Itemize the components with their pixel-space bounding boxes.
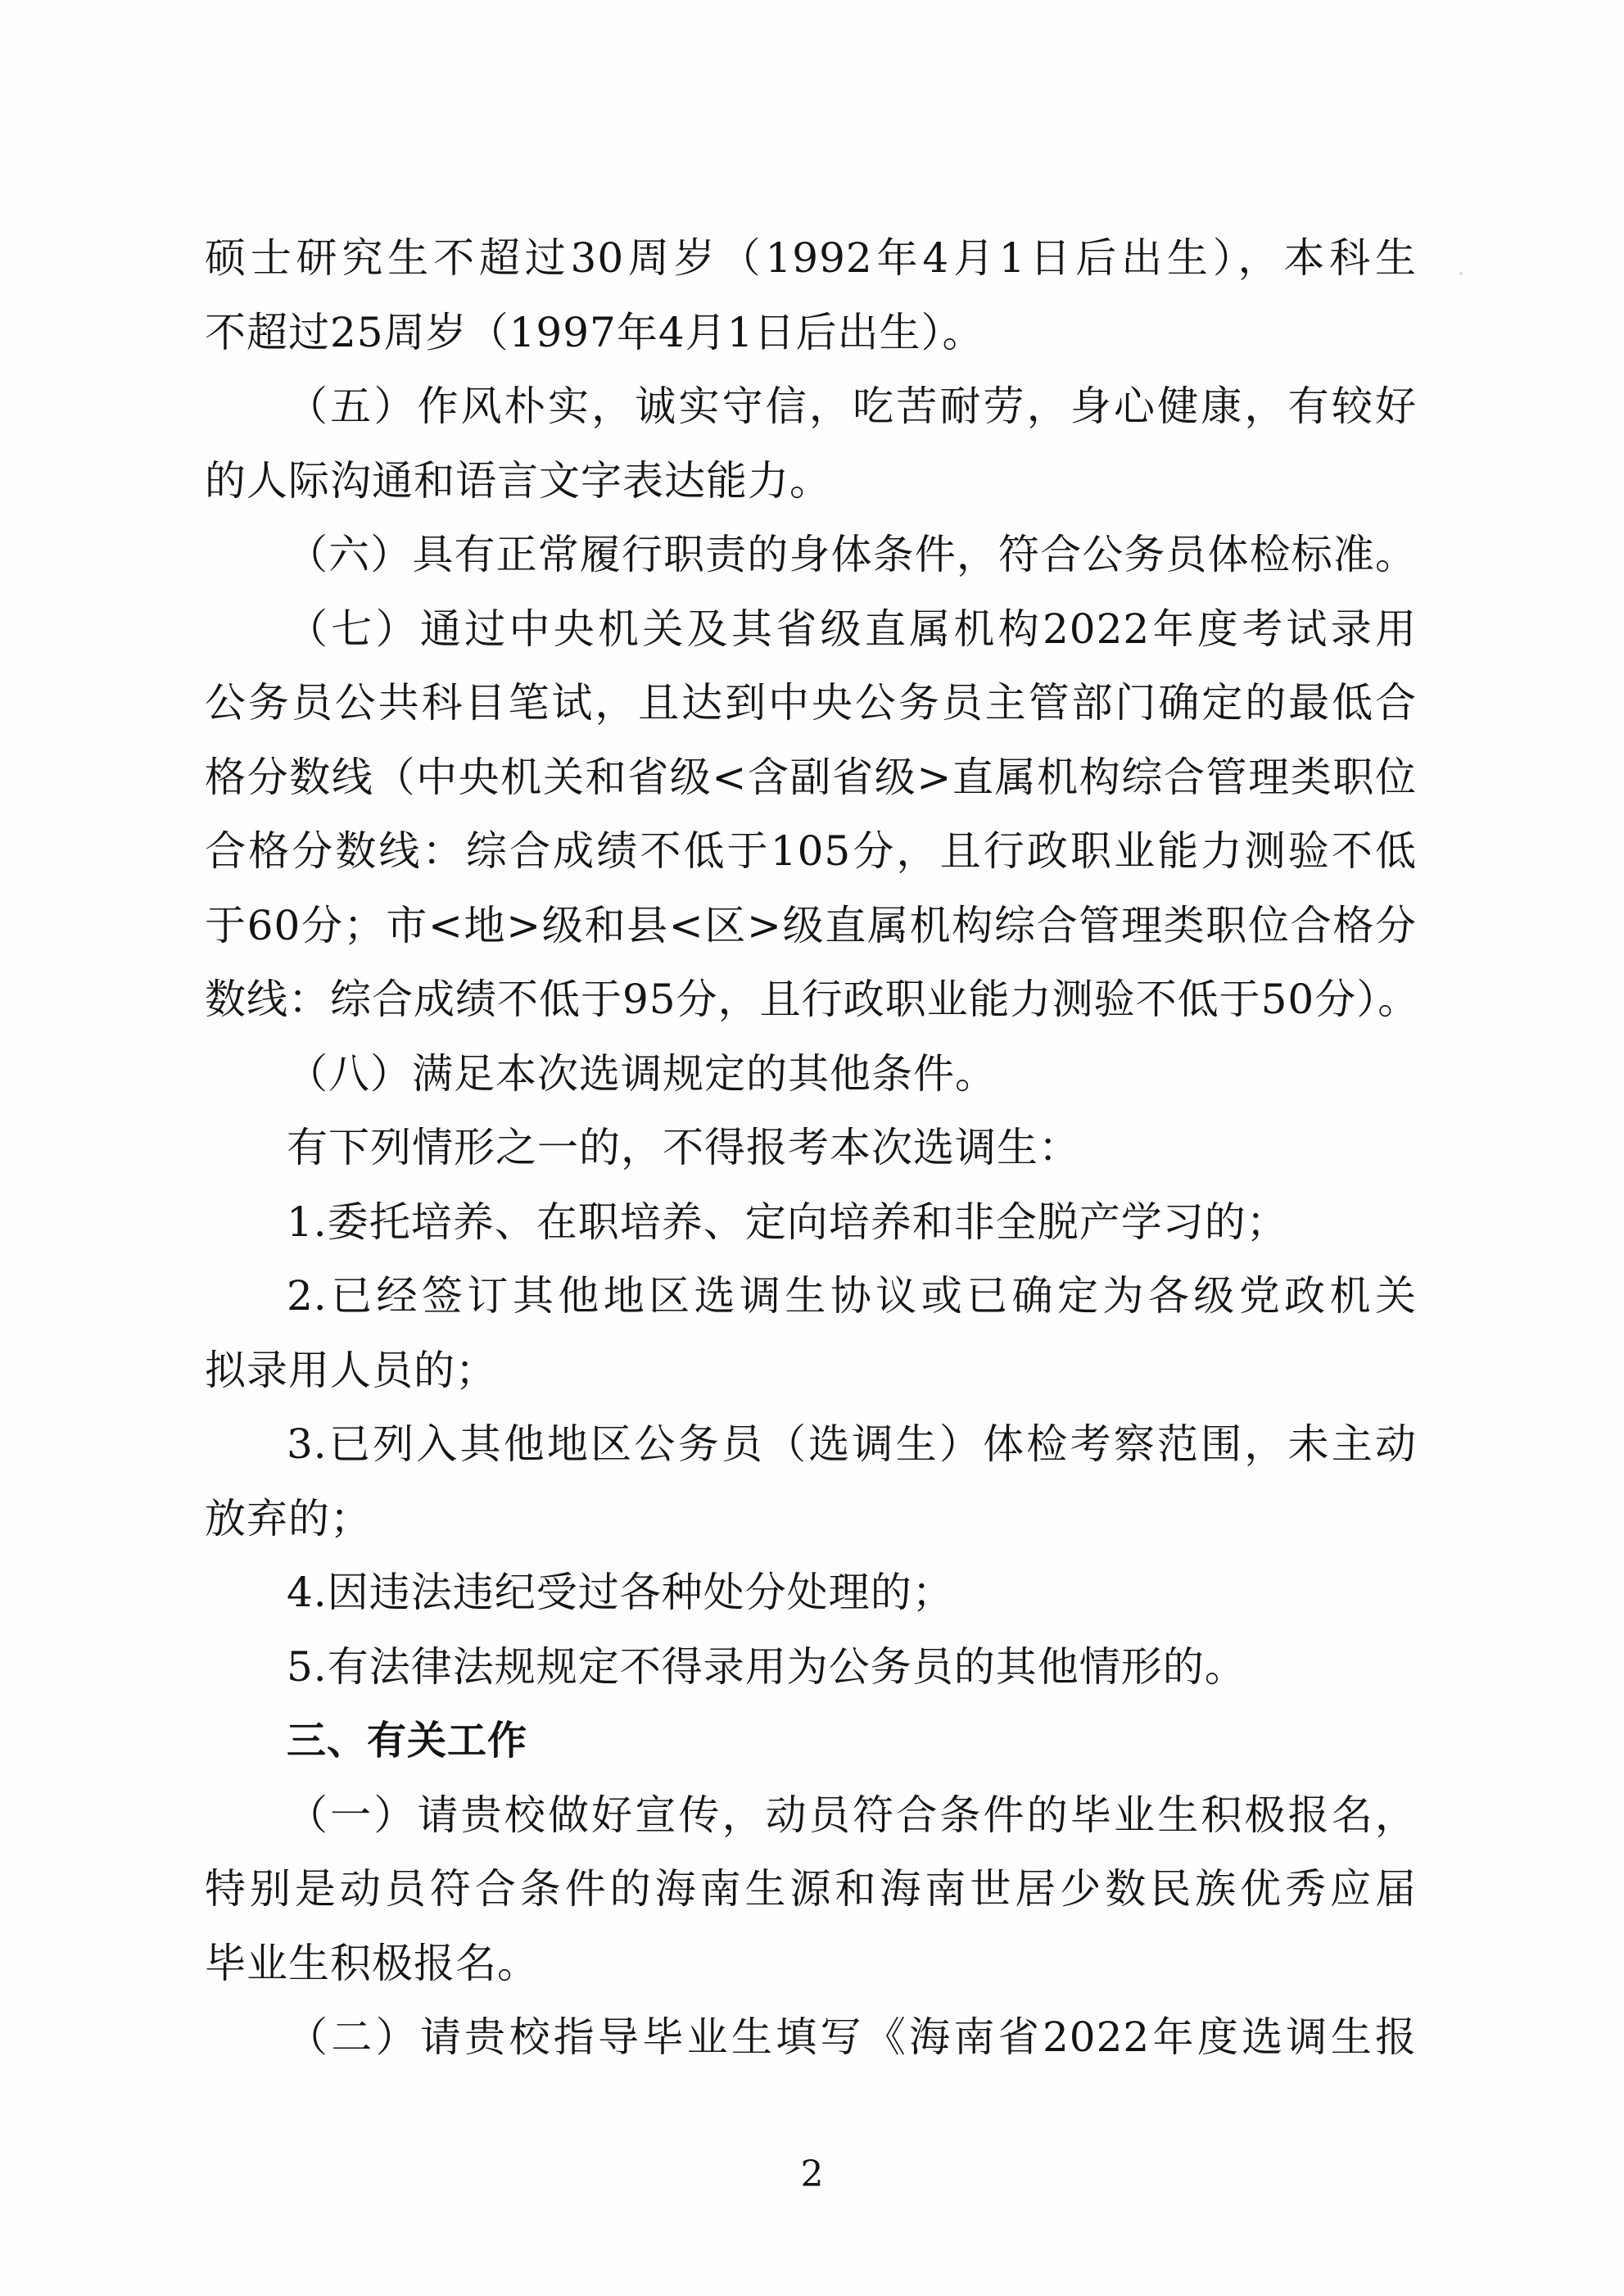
- text-line: （八）满足本次选调规定的其他条件。: [287, 1049, 997, 1098]
- scan-speck: [1459, 272, 1463, 275]
- text-line: 5.有法律法规规定不得录用为公务员的其他情形的。: [287, 1642, 1246, 1691]
- text-line: 2.已经签订其他地区选调生协议或已确定为各级党政机关: [287, 1272, 1417, 1320]
- text-line: 1.委托培养、在职培养、定向培养和非全脱产学习的；: [287, 1198, 1288, 1246]
- text-line: 放弃的；: [205, 1494, 372, 1542]
- body-text: [205, 221, 1420, 2075]
- text-line: （七）通过中央机关及其省级直属机构2022年度考试录用: [287, 605, 1417, 653]
- text-line: 于60分；市<地>级和县<区>级直属机构综合管理类职位合格分: [205, 901, 1417, 949]
- text-line: 的人际沟通和语言文字表达能力。: [205, 456, 831, 505]
- text-line: 3.已列入其他地区公务员（选调生）体检考察范围，未主动: [287, 1420, 1417, 1468]
- section-heading: 三、有关工作: [287, 1718, 528, 1764]
- text-line: （一）请贵校做好宣传，动员符合条件的毕业生积极报名，: [287, 1791, 1417, 1839]
- text-line: （二）请贵校指导毕业生填写《海南省2022年度选调生报: [287, 2013, 1417, 2061]
- text-line: 4.因违法违纪受过各种处分处理的；: [287, 1569, 954, 1616]
- text-line: 数线：综合成绩不低于95分，且行政职业能力测验不低于50分）。: [205, 976, 1420, 1023]
- text-line: 公务员公共科目笔试，且达到中央公务员主管部门确定的最低合: [205, 679, 1417, 727]
- text-line: 格分数线（中央机关和省级<含副省级>直属机构综合管理类职位: [205, 753, 1417, 801]
- text-line: （六）具有正常履行职责的身体条件，符合公务员体检标准。: [287, 531, 1417, 578]
- page-number: 2: [800, 2153, 824, 2195]
- text-line: 拟录用人员的；: [205, 1346, 497, 1394]
- text-line: 毕业生积极报名。: [205, 1939, 539, 1987]
- text-line: 有下列情形之一的，不得报考本次选调生：: [287, 1124, 1080, 1171]
- text-line: 特别是动员符合条件的海南生源和海南世居少数民族优秀应届: [205, 1865, 1417, 1913]
- text-line: 硕士研究生不超过30周岁（1992年4月1日后出生），本科生: [205, 234, 1417, 282]
- text-line: 合格分数线：综合成绩不低于105分，且行政职业能力测验不低: [205, 827, 1417, 875]
- text-line: 不超过25周岁（1997年4月1日后出生）。: [205, 308, 984, 356]
- text-line: （五）作风朴实，诚实守信，吃苦耐劳，身心健康，有较好: [287, 383, 1417, 430]
